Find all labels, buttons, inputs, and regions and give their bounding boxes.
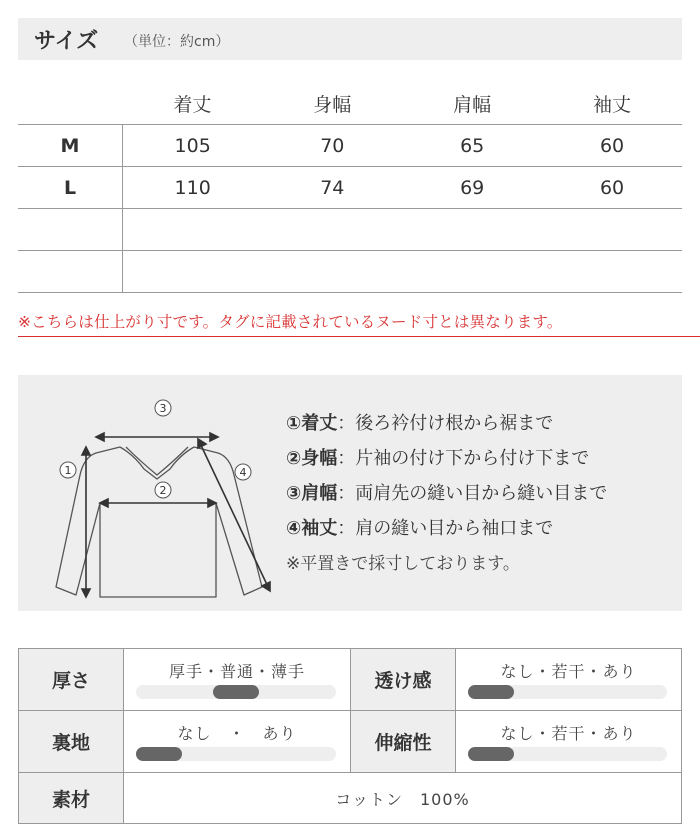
attribute-row: [19, 711, 682, 773]
table-cell: 70: [262, 125, 402, 167]
empty-cell: [123, 251, 683, 293]
corner-cell: [18, 82, 123, 125]
thickness-options: 厚手・普通・薄手: [168, 662, 305, 681]
sleeve-arrow: [198, 439, 270, 591]
legend-desc: 肩の縫い目から袖口まで: [355, 518, 554, 539]
legend-key: ①着丈: [286, 413, 338, 434]
measurement-legend: [286, 409, 607, 584]
legend-item: [286, 514, 607, 549]
section-title: サイズ: [34, 29, 99, 54]
thickness-label: 厚さ: [19, 649, 124, 711]
table-row: [18, 251, 682, 293]
sheer-options: なし・若干・あり: [500, 662, 637, 681]
legend-separator: ：: [337, 413, 356, 434]
table-cell: 65: [402, 125, 542, 167]
lining-options: なし ・ あり: [177, 724, 297, 743]
col-header: 肩幅: [402, 82, 542, 125]
thickness-scale: [124, 649, 351, 711]
legend-separator: ：: [337, 483, 356, 504]
col-header: 袖丈: [542, 82, 682, 125]
note-underline: [18, 336, 700, 337]
sheer-scale: [456, 649, 682, 711]
table-row: [18, 209, 682, 251]
row-label: [18, 251, 123, 293]
legend-separator: ：: [337, 518, 356, 539]
stretch-options: なし・若干・あり: [500, 724, 637, 743]
attribute-row: [19, 649, 682, 711]
legend-separator: ：: [337, 448, 356, 469]
lining-label: 裏地: [19, 711, 124, 773]
shirt-outline: [56, 447, 262, 597]
table-cell: 110: [123, 167, 263, 209]
measurement-panel: [18, 375, 682, 611]
lining-scale: [124, 711, 351, 773]
legend-key: ④袖丈: [286, 518, 338, 539]
attribute-row: [19, 773, 682, 824]
material-label: 素材: [19, 773, 124, 824]
scale-indicator: [213, 685, 259, 699]
legend-item: [286, 444, 607, 479]
scale-indicator: [468, 685, 514, 699]
attribute-table: [18, 648, 682, 824]
stretch-scale: [456, 711, 682, 773]
unit-note: （単位：約cm）: [124, 34, 230, 50]
row-label: [18, 209, 123, 251]
legend-item: [286, 409, 607, 444]
garment-diagram: [38, 395, 288, 605]
size-table: [18, 82, 682, 293]
table-row: [18, 125, 682, 167]
finished-size-note: ※こちらは仕上がり寸です。タグに記載されているヌード寸とは異なります。: [18, 313, 563, 331]
table-cell: 60: [542, 167, 682, 209]
legend-desc: 後ろ衿付け根から裾まで: [355, 413, 554, 434]
legend-key: ②身幅: [286, 448, 338, 469]
marker-length: 1: [64, 464, 72, 477]
scale-indicator: [136, 747, 182, 761]
marker-body: 2: [159, 484, 167, 497]
row-label: M: [18, 125, 123, 167]
marker-shoulder: 3: [159, 402, 167, 415]
collar-inner: [126, 447, 188, 475]
marker-sleeve: 4: [239, 466, 247, 479]
size-header: [18, 18, 682, 60]
stretch-label: 伸縮性: [351, 711, 456, 773]
legend-desc: 片袖の付け下から付け下まで: [355, 448, 590, 469]
table-row: [18, 167, 682, 209]
size-table-header-row: [18, 82, 682, 125]
col-header: 着丈: [123, 82, 263, 125]
sheer-label: 透け感: [351, 649, 456, 711]
table-cell: 60: [542, 125, 682, 167]
scale-indicator: [468, 747, 514, 761]
legend-desc: 両肩先の縫い目から縫い目まで: [355, 483, 608, 504]
col-header: 身幅: [262, 82, 402, 125]
table-cell: 74: [262, 167, 402, 209]
table-cell: 69: [402, 167, 542, 209]
empty-cell: [123, 209, 683, 251]
table-cell: 105: [123, 125, 263, 167]
legend-key: ③肩幅: [286, 483, 338, 504]
flat-measure-note: ※平置きで採寸しております。: [286, 554, 520, 574]
legend-item: [286, 479, 607, 514]
row-label: L: [18, 167, 123, 209]
material-value: コットン 100%: [124, 773, 682, 824]
